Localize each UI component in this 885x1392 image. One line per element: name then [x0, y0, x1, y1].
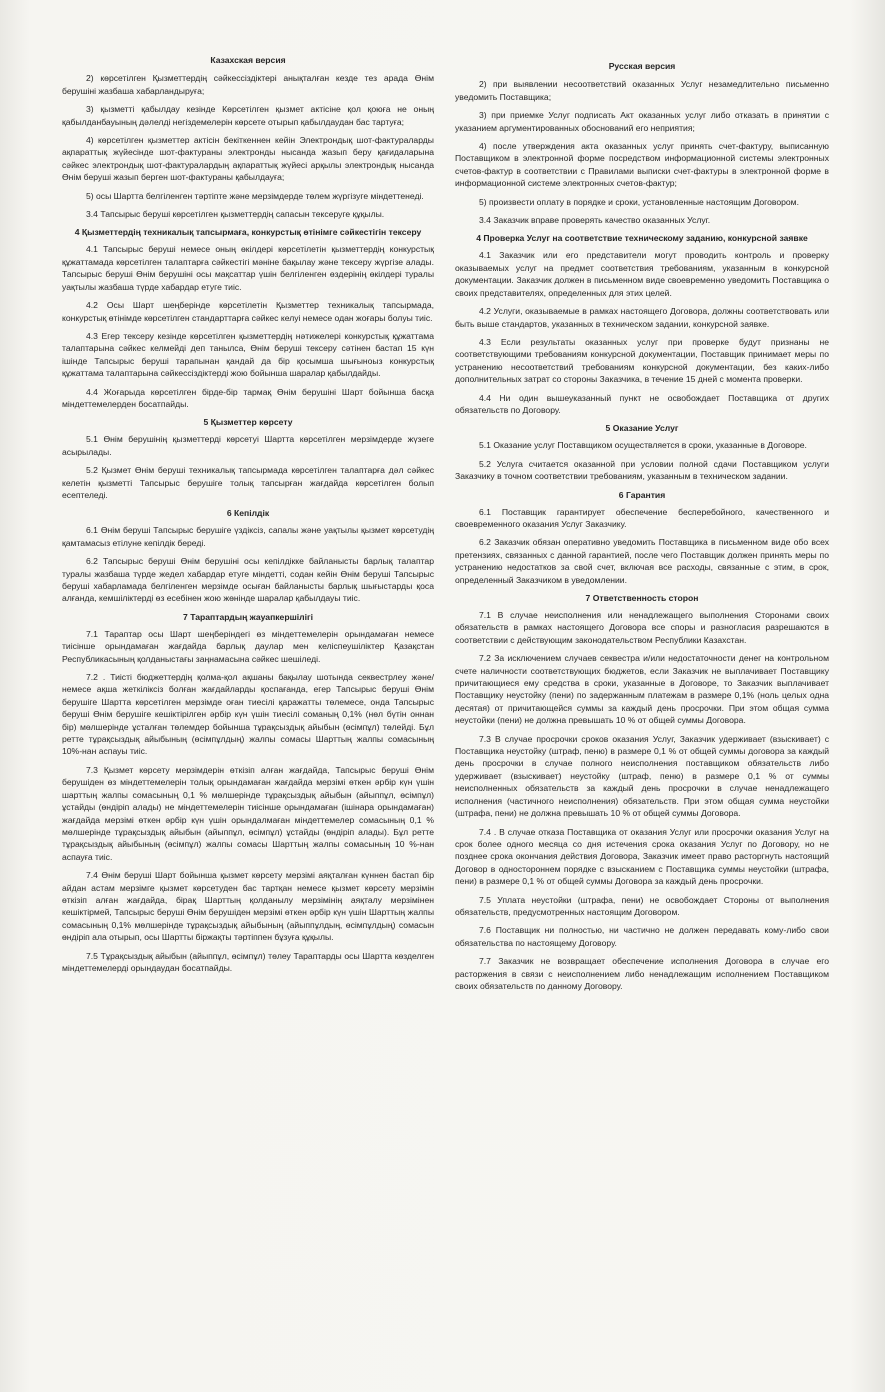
clause-paragraph: 6.1 Өнім беруші Тапсырыс берушіге үздіксіз, сапалы және уақтылы қызмет көрсетудің қамтамасыз етілуне кепілдік береді.	[62, 525, 434, 548]
clause-paragraph: 4.3 Если результаты оказанных услуг при проверке будут признаны не соответствующими требованиям конкурсной документации, Поставщик принимает меры по устранению несоответствий требованиям конкурсной документации, без каких-либо дополнительных затрат со стороны Заказчика, в течение 15 дней с момента проверки.	[455, 336, 829, 385]
clause-paragraph: 7.5 Уплата неустойки (штрафа, пени) не освобождает Стороны от выполнения обязательств, предусмотренных настоящим Договором.	[455, 894, 829, 917]
clause-paragraph: 5.2 Қызмет Өнім беруші техникалық тапсырмада көрсетілген талаптарға дәл сәйкес келетін қызметті Тапсырыс берушіге толық тапсырған жағдайда көрсетілген болып есептеледі.	[62, 465, 434, 500]
clause-paragraph: 5) осы Шартта белгіленген тәртіпте және мерзімдерде төлем жүргізуге міндеттенеді.	[86, 190, 424, 201]
clause-paragraph: 4.4 Жоғарыда көрсетілген бірде-бір тармақ Өнім берушіні Шарт бойынша басқа міндеттемелерден босатпайды.	[62, 386, 434, 409]
clause-paragraph: 7.1 В случае неисполнения или ненадлежащего выполнения Сторонами своих обязательств в рамках настоящего Договора все споры и разногласия разрешаются в соответствии с действующим законодательством Республики Казахстан.	[455, 610, 829, 645]
section-heading: 6 Гарантия	[618, 489, 666, 500]
section-heading: 4 Қызметтердің техникалық тапсырмаға, конкурстық өтінімге сәйкестігін тексеру	[74, 227, 422, 238]
clause-paragraph: 7.3 В случае просрочки сроков оказания Услуг, Заказчик удерживает (взыскивает) с Поставщика неустойку (штраф, пеню) в размере 0,1 % от общей суммы договора за каждый день просрочки в случае полного неисполнения поставщиком обязательств либо удерживает (взыскивает) неустойку (штраф, пеню) в размере 0,1 % от суммы неисполненных обязательств за каждый день просрочки в случае ненадлежащего исполнения (частичного неисполнения) обязательств. При этом общая сумма неустойки (штрафа, пени) не должна превышать 10 % от общей суммы Договора.	[455, 733, 829, 819]
clause-paragraph: 4) көрсетілген қызметтер актісін бекіткеннен кейін Электрондық шот-фактураларды ақпараттық жүйесінде шот-фактураны электронды нысанда жазып беру қағидаларына сәйкес электрондық шот-фактуралардың ақпараттық жүйесі арқылы электрондық нысанда Өнім беруші жазып берген шот-фактураны қабылдауға;	[62, 135, 434, 183]
clause-paragraph: 4.1 Тапсырыс беруші немесе оның өкілдері көрсетілетін қызметтердің конкурстық құжаттамада көрсетілген талаптарға сәйкестігі мәніне бақылау және тексеру жүргізе алады. Тапсырыс беруші Өнім берушіні осы мақсаттар үшін белгіленген өздерінің өкілдері туралы уақтылы жазбаша түрде хабардар етуге тиіс.	[62, 244, 434, 292]
clause-paragraph: 5.2 Услуга считается оказанной при условии полной сдачи Поставщиком услуги Заказчику в точном соответствии требованиям, указанным в техническом задании.	[455, 458, 829, 482]
clause-paragraph: 7.6 Поставщик ни полностью, ни частично не должен передавать кому-либо свои обязательства по настоящему Договору.	[455, 925, 829, 948]
section-heading: 7 Ответственность сторон	[585, 593, 699, 603]
clause-paragraph: 6.2 Тапсырыс беруші Өнім берушіні осы кепілдікке байланысты барлық талаптар туралы жазбаша түрде жедел хабардар етуге міндетті, содан кейін Өнім беруші Тапсырыс беруші хабарламада белгіленген мерзімде осыған байланысты барлық шығыстарды қоса алғанда, кемшіліктерді өз есебінен жою жөнінде шаралар қабылдауы тиіс.	[62, 556, 434, 604]
clause-paragraph: 6.2 Заказчик обязан оперативно уведомить Поставщика в письменном виде обо всех претензиях, связанных с данной гарантией, после чего Поставщик должен принять меры по устранению недостатков за свой счет, включая все расходы, связанные с этим, в срок, определенный Заказчиком в уведомлении.	[455, 537, 829, 585]
clause-paragraph: 7.2 . Тиісті бюджеттердің қолма-қол ақшаны бақылау шотында секвестрлеу және/немесе ақша жеткіліксіз болған жағдайларды қоспағанда, егер Тапсырыс беруші Өнім берушіге Шартта көрсетілген мерзімде оған тиесілі қаражатты төлемесе, онда Тапсырыс беруші Өнім берушіге кешіктірілген әрбір күн үшін тиесілі соманың 0,1% (нөл бүтін оннан бір) мөлшерінде ұсталған төлемдер бойынша тұрақсыздық айыбын (өсімпұл) төлейді. Бұл ретте тұрақсыздық айыбының (өсімпұлдың) жалпы сомасы Шарттың жалпы сомасының 10%-нан аспауы тиіс.	[62, 672, 434, 757]
clause-paragraph: 4) после утверждения акта оказанных услуг принять счет-фактуру, выписанную Поставщиком в электронной форме посредством информационной системы электронных счетов-фактур в соответствии с Правилами выписки счет-фактуры в электронной форме в информационной системе электронных счетов-фактур;	[455, 141, 829, 189]
clause-paragraph: 4.1 Заказчик или его представители могут проводить контроль и проверку оказываемых услуг на предмет соответствия требованиям, указанным в конкурсной документации. Заказчик должен в письменном виде своевременно уведомить Поставщика о своих представителях, определенных для этих целей.	[455, 250, 829, 298]
section-heading: 4 Проверка Услуг на соответствие техническому заданию, конкурсной заявке	[476, 233, 808, 244]
clause-paragraph: 7.4 Өнім беруші Шарт бойынша қызмет көрсету мерзімі аяқталған күннен бастап бір айдан астам мерзімге қызмет көрсетуден бас тартқан немесе қызмет көрсету мерзімін өткізіп алған жағдайда, бірақ Шарттың қолданылу мерзімінің аяқталу мерзімінен кешіктірмей, Тапсырыс беруші Өнім берушіден мерзімі өткен әрбір күн үшін Шарттың жалпы сомасының 0,1% мөлшерінде тұрақсыздық айыбының (айыппұлдың, өсімпұлдың) сомасын өндіріп ала отырып, осы Шартты біржақты тәртіппен бұзуға құқылы.	[62, 870, 434, 943]
section-heading: 7 Тараптардың жауапкершілігі	[183, 611, 313, 622]
clause-paragraph: 5.1 Оказание услуг Поставщиком осуществляется в сроки, указанные в Договоре.	[479, 440, 807, 451]
russian-body	[455, 78, 829, 992]
clause-paragraph: 3) қызметті қабылдау кезінде Көрсетілген қызмет актісіне қол қоюға не оның қабылданбауының дәлелді негіздемелерін көрсете отырып қабылдаудан бас тартуға;	[62, 104, 434, 127]
kazakh-body	[62, 72, 434, 974]
section-heading: 5 Қызметтер көрсету	[203, 417, 293, 428]
russian-version-heading: Русская версия	[608, 61, 676, 71]
clause-paragraph: 4.2 Осы Шарт шеңберінде көрсетілетін Қызметтер техникалық тапсырмада, конкурстық өтінімде көрсетілген стандарттарға сәйкес келуі немесе одан жоғары болуы тиіс.	[62, 300, 434, 323]
section-heading: 5 Оказание Услуг	[605, 423, 679, 434]
clause-paragraph: 7.7 Заказчик не возвращает обеспечение исполнения Договора в случае его расторжения в связи с неисполнением либо ненадлежащим исполнением Поставщиком своих обязательств по данному Договору.	[455, 956, 829, 991]
kazakh-version-heading: Казахская версия	[210, 55, 286, 65]
clause-paragraph: 3.4 Заказчик вправе проверять качество оказанных Услуг.	[479, 215, 711, 226]
section-heading: 6 Кепілдік	[226, 508, 270, 519]
clause-paragraph: 5.1 Өнім берушінің қызметтерді көрсетуі Шартта көрсетілген мерзімдерде жүзеге асырылады.	[62, 434, 434, 457]
clause-paragraph: 3.4 Тапсырыс беруші көрсетілген қызметтердің сапасын тексеруге құқылы.	[86, 209, 385, 220]
clause-paragraph: 7.5 Тұрақсыздық айыбын (айыппұл, өсімпұл) төлеу Тараптарды осы Шартта көзделген міндеттемелерді орындаудан босатпайды.	[62, 950, 434, 973]
clause-paragraph: 6.1 Поставщик гарантирует обеспечение бесперебойного, качественного и своевременного оказания Услуг Заказчику.	[455, 506, 829, 529]
clause-paragraph: 4.4 Ни один вышеуказанный пункт не освобождает Поставщика от других обязательств по Договору.	[455, 392, 829, 415]
clause-paragraph: 5) произвести оплату в порядке и сроки, установленные настоящим Договором.	[479, 196, 799, 207]
clause-paragraph: 3) при приемке Услуг подписать Акт оказанных услуг либо отказать в принятии с указанием аргументированных обоснований его неприятия;	[455, 110, 829, 133]
kazakh-column	[62, 52, 434, 1322]
clause-paragraph: 7.2 За исключением случаев секвестра и/или недостаточности денег на контрольном счете наличности соответствующих бюджетов, если Заказчик не выплачивает Поставщику причитающиеся ему средства в сроки, указанные в Договоре, то Заказчик выплачивает Поставщику неустойку (пени) по задержанным платежам в размере 0,1% (ноль целых одна десятая) от причитающейся суммы за каждый день просрочки. При этом общая сумма неустойки (пени) не должна превышать 10 % от общей суммы Договора.	[455, 653, 829, 726]
clause-paragraph: 7.4 . В случае отказа Поставщика от оказания Услуг или просрочки оказания Услуг на срок более одного месяца со дня истечения срока оказания Услуг по Договору, но не позднее срока окончания действия Договора, Заказчик имеет право расторгнуть настоящий Договор в одностороннем порядке с взысканием с Поставщика суммы неустойки (штрафа, пени) в размере 0,1 % от общей суммы Договора за каждый день просрочки.	[455, 826, 829, 887]
clause-paragraph: 4.3 Егер тексеру кезінде көрсетілген қызметтердің нәтижелері конкурстық құжаттама талаптарына сәйкес келмейді деп танылса, Өнім беруші тексеру сәтінен бастап 15 күн ішінде Тапсырыс беруші тарапынан қандай да бір қосымша шығыноыз конкурстық құжаттама талаптарына сәйкессіздіктерді жою бойынша шаралар қабылдайды.	[62, 330, 434, 379]
clause-paragraph: 4.2 Услуги, оказываемые в рамках настоящего Договора, должны соответствовать или быть выше стандартов, указанных в техническом задании, конкурсной заявке.	[455, 306, 829, 329]
clause-paragraph: 7.1 Тараптар осы Шарт шеңберіндегі өз міндеттемелерін орындамаған немесе тиісінше орындамаған жағдайда барлық даулар мен келіспеушіліктер Қазақстан Республикасының қолданыстағы заңнамасына сәйкес шешіледі.	[62, 628, 434, 664]
russian-column	[455, 58, 829, 1350]
clause-paragraph: 7.3 Қызмет көрсету мерзімдерін өткізіп алған жағдайда, Тапсырыс беруші Өнім берушіден өз міндеттемелерін толық орындамаған жағдайда мерзімі өткен әрбір күн үшін шарттың жалпы сомасының 0,1 % мөлшерінде тұрақсыздық айыбын (айыппұл, өсімпұл) ұстайды (өндіріп алады) не міндеттемелерін тиісінше орындамаған (ішінара орындамаған) жағдайда мерзімі өткен әрбір күн үшін орындалмаған міндеттемелер сомасының 0,1 % мөлшерінде тұрақсыздық айыбын (айыппұл, өсімпұл) ұстайды (өндіріп алады). Бұл ретте тұрақсыздық айыбының (өсімпұл) жалпы сомасы Шарттың жалпы сомасының 10 %-нан аспауға тиіс.	[62, 764, 434, 862]
clause-paragraph: 2) көрсетілген Қызметтердің сәйкессіздіктері анықталған кезде тез арада Өнім берушіні жазбаша хабарландыруға;	[62, 73, 434, 96]
clause-paragraph: 2) при выявлении несоответствий оказанных Услуг незамедлительно письменно уведомить Поставщика;	[455, 79, 829, 102]
